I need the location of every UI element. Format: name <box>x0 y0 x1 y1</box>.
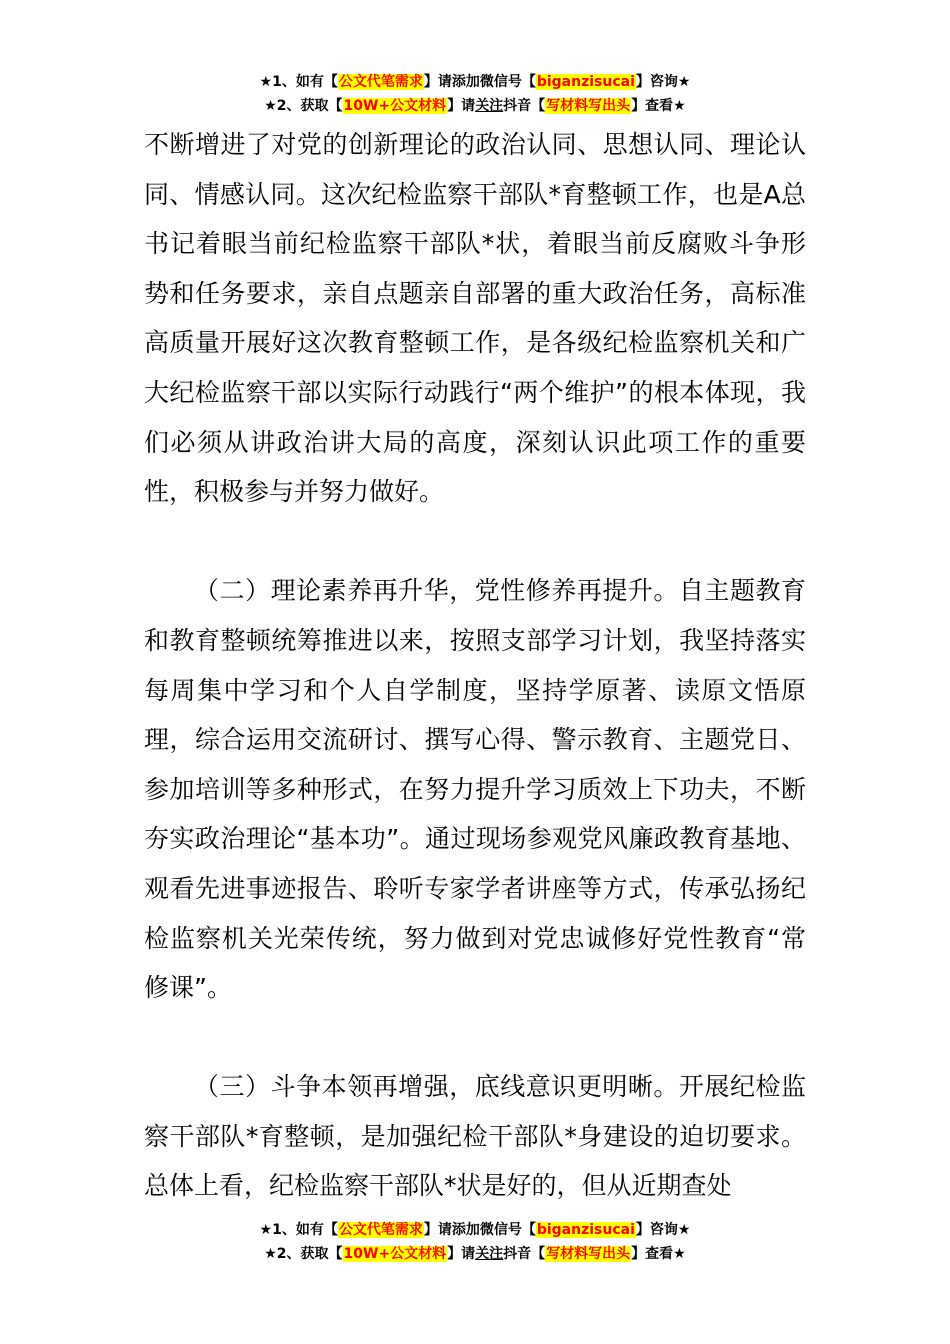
banner-highlight: biganzisucai <box>536 1222 635 1238</box>
banner-highlight: 公文代笔需求 <box>338 74 423 90</box>
banner-emphasis: 关注 <box>475 98 504 114</box>
banner-highlight: 公文代笔需求 <box>338 1222 423 1238</box>
banner-highlight: 10W+公文材料 <box>343 98 447 114</box>
banner-emphasis: 添加 <box>451 1222 480 1238</box>
paragraph-spacer <box>144 517 806 567</box>
header-banner <box>0 70 950 118</box>
paragraph-2: （二）理论素养再升华，党性修养再提升。自主题教育和教育整顿统筹推进以来，按照支部学习计划，我坚持落实每周集中学习和个人自学制度，坚持学原著、读原文悟原理，综合运用交流研讨、撰写心得、警示教育、主题党日、参加培训等多种形式，在努力提升学习质效上下功夫，不断夯实政治理论“基本功”。通过现场参观党风廉政教育基地、观看先进事迹报告、聆听专家学者讲座等方式，传承弘扬纪检监察机关光荣传统，努力做到对党忠诚修好党性教育“常修课”。 <box>144 576 806 1003</box>
banner-highlight: 写材料写出头 <box>546 1246 631 1262</box>
banner-emphasis: 关注 <box>475 1246 504 1262</box>
footer-banner <box>0 1218 950 1266</box>
paragraph-spacer <box>144 1013 806 1063</box>
banner-line-1: ★1、如有【公文代笔需求】请添加微信号【biganzisucai】咨询★ <box>259 74 691 90</box>
banner-line-2: ★2、获取【10W+公文材料】请关注抖音【写材料写出头】查看★ <box>264 98 686 114</box>
paragraph-1: 不断增进了对党的创新理论的政治认同、思想认同、理论认同、情感认同。这次纪检监察干部队*育整顿工作，也是A总书记着眼当前纪检监察干部队*状，着眼当前反腐败斗争形势和任务要求，亲自点题亲自部署的重大政治任务，高标准高质量开展好这次教育整顿工作，是各级纪检监察机关和广大纪检监察干部以实际行动践行“两个维护”的根本体现，我们必须从讲政治讲大局的高度，深刻认识此项工作的重要性，积极参与并努力做好。 <box>144 130 806 507</box>
paragraph-3: （三）斗争本领再增强，底线意识更明晰。开展纪检监察干部队*育整顿，是加强纪检干部队*身建设的迫切要求。总体上看，纪检监察干部队*状是好的，但从近期查处 <box>144 1072 806 1201</box>
banner-line-1: ★1、如有【公文代笔需求】请添加微信号【biganzisucai】咨询★ <box>259 1222 691 1238</box>
banner-highlight: 10W+公文材料 <box>343 1246 447 1262</box>
banner-highlight: biganzisucai <box>536 74 635 90</box>
banner-emphasis: 添加 <box>451 74 480 90</box>
banner-line-2: ★2、获取【10W+公文材料】请关注抖音【写材料写出头】查看★ <box>264 1246 686 1262</box>
document-body <box>144 120 806 1211</box>
banner-highlight: 写材料写出头 <box>546 98 631 114</box>
